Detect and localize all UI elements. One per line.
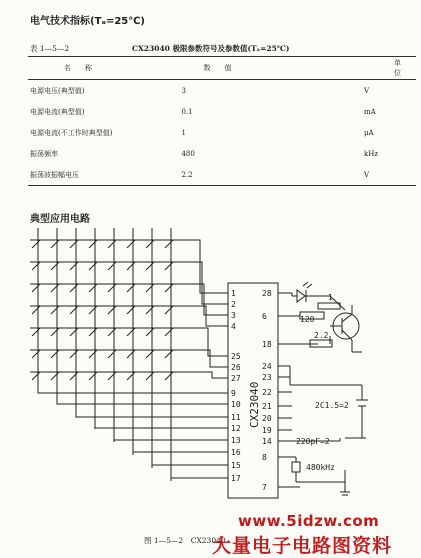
right-pin-label: 8	[262, 453, 267, 462]
key-switch-mark	[146, 284, 154, 292]
key-switch-mark	[127, 284, 135, 292]
key-switch-mark	[165, 240, 173, 248]
key-switch-mark	[108, 328, 116, 336]
left-pin-label: 27	[231, 374, 241, 383]
key-switch-mark	[89, 262, 97, 270]
section-heading-typical-circuit: 典型应用电路	[30, 214, 90, 225]
key-switch-mark	[146, 372, 154, 380]
key-switch-mark	[127, 306, 135, 314]
key-switch-mark	[165, 284, 173, 292]
row-value: 480	[181, 149, 195, 158]
resistor-r1	[318, 303, 340, 309]
left-pin-label: 9	[231, 389, 236, 398]
key-switch-mark	[127, 328, 135, 336]
row-name: 电源电流(不工作时典型值)	[30, 128, 113, 137]
key-switch-mark	[70, 328, 78, 336]
crystal-label: 480kHz	[306, 463, 335, 472]
row-name: 振荡频率	[30, 149, 58, 158]
key-switch-mark	[32, 328, 40, 336]
row-unit: V	[364, 86, 370, 95]
key-switch-mark	[108, 372, 116, 380]
ic-label: CX23040	[248, 381, 261, 428]
left-pin-label: 26	[231, 363, 241, 372]
matrix-lead	[180, 328, 228, 356]
table-caption: CX23040 极限参数符号及参数值(Tₐ=25℃)	[132, 44, 290, 53]
key-switch-mark	[127, 350, 135, 358]
right-pin-label: 24	[262, 362, 272, 371]
row-value: 1	[181, 128, 186, 137]
right-pin-label: 20	[262, 414, 272, 423]
row-unit: mA	[364, 107, 376, 116]
keypad-matrix	[30, 228, 180, 481]
r2-label: 120	[300, 315, 315, 324]
left-pin-label: 3	[231, 311, 236, 320]
key-switch-mark	[108, 284, 116, 292]
key-switch-mark	[108, 240, 116, 248]
right-pin-label: 19	[262, 426, 272, 435]
key-switch-mark	[51, 262, 59, 270]
matrix-lead	[95, 428, 228, 429]
key-switch-mark	[70, 372, 78, 380]
row-name: 电源电压(典型值)	[30, 86, 85, 95]
key-switch-mark	[165, 372, 173, 380]
key-switch-mark	[165, 306, 173, 314]
row-name: 电源电流(典型值)	[30, 107, 85, 116]
right-pin-label: 14	[262, 437, 272, 446]
right-pin-label: 28	[262, 289, 272, 298]
key-switch-mark	[146, 240, 154, 248]
key-switch-mark	[89, 306, 97, 314]
left-pin-label: 1	[231, 289, 236, 298]
key-switch-mark	[51, 284, 59, 292]
left-pin-label: 13	[231, 436, 241, 445]
row-name: 振荡波振幅电压	[28, 164, 143, 186]
key-switch-mark	[89, 240, 97, 248]
matrix-lead	[180, 284, 228, 315]
r3-label: 2.2	[314, 331, 329, 340]
key-switch-mark	[51, 328, 59, 336]
left-pin-label: 25	[231, 352, 241, 361]
right-pin-label: 21	[262, 402, 272, 411]
right-pin-label: 18	[262, 340, 272, 349]
key-switch-mark	[51, 350, 59, 358]
row-unit: μA	[364, 128, 374, 137]
key-switch-mark	[70, 350, 78, 358]
left-pin-label: 12	[231, 424, 241, 433]
key-switch-mark	[165, 350, 173, 358]
key-switch-mark	[32, 262, 40, 270]
key-switch-mark	[127, 372, 135, 380]
cap1-label: 2C1.5=2	[315, 401, 349, 410]
header-unit: 单 位	[304, 57, 416, 80]
key-switch-mark	[146, 262, 154, 270]
cap2-label: 220pF=2	[296, 437, 330, 446]
header-name: 名 称	[28, 57, 143, 80]
key-switch-mark	[89, 284, 97, 292]
header-value: 数 值	[143, 57, 304, 80]
watermark-text: 大量电子电路图资料	[212, 535, 393, 557]
row-unit: kHz	[364, 149, 379, 158]
key-switch-mark	[32, 350, 40, 358]
left-pin-label: 11	[231, 413, 241, 422]
key-switch-mark	[127, 262, 135, 270]
row-value: 3	[181, 86, 186, 95]
section-heading-electrical-specs: 电气技术指标(Tₐ=25℃)	[30, 16, 145, 27]
matrix-lead	[171, 478, 228, 481]
key-switch-mark	[89, 350, 97, 358]
key-switch-mark	[108, 262, 116, 270]
matrix-lead	[180, 372, 228, 378]
key-switch-mark	[70, 240, 78, 248]
key-switch-mark	[165, 328, 173, 336]
left-pin-label: 16	[231, 448, 241, 457]
key-switch-mark	[89, 372, 97, 380]
right-pin-label: 7	[262, 483, 267, 492]
key-switch-mark	[32, 284, 40, 292]
matrix-lead	[133, 452, 228, 455]
left-pin-label: 2	[231, 300, 236, 309]
key-switch-mark	[32, 240, 40, 248]
right-pin-label: 22	[262, 388, 272, 397]
key-switch-mark	[108, 350, 116, 358]
r1-label: 1	[328, 293, 333, 302]
figure-caption: 图 1—5—2 CX23040	[144, 536, 226, 545]
key-switch-mark	[70, 306, 78, 314]
row-value: 0.1	[181, 107, 193, 116]
key-switch-mark	[70, 284, 78, 292]
left-pin-label: 17	[231, 474, 241, 483]
led-icon	[297, 282, 312, 302]
left-pin-label: 15	[231, 461, 241, 470]
key-switch-mark	[70, 262, 78, 270]
key-switch-mark	[146, 350, 154, 358]
right-pin-label: 6	[262, 312, 267, 321]
key-switch-mark	[51, 306, 59, 314]
key-switch-mark	[32, 306, 40, 314]
key-switch-mark	[146, 306, 154, 314]
row-value: 2.2	[143, 164, 304, 186]
key-switch-mark	[165, 262, 173, 270]
watermark-url: www.5idzw.com	[238, 512, 380, 530]
matrix-lead	[152, 465, 228, 468]
row-unit: V	[304, 164, 416, 186]
table-label: 表 1—5—2	[30, 44, 70, 53]
key-switch-mark	[146, 328, 154, 336]
key-switch-mark	[89, 328, 97, 336]
left-pin-label: 10	[231, 400, 241, 409]
key-switch-mark	[51, 240, 59, 248]
key-switch-mark	[127, 240, 135, 248]
matrix-lead	[57, 403, 228, 404]
matrix-lead	[180, 350, 228, 367]
left-pin-label: 4	[231, 322, 236, 331]
right-pin-label: 23	[262, 373, 272, 382]
key-switch-mark	[51, 372, 59, 380]
key-switch-mark	[32, 372, 40, 380]
key-switch-mark	[108, 306, 116, 314]
